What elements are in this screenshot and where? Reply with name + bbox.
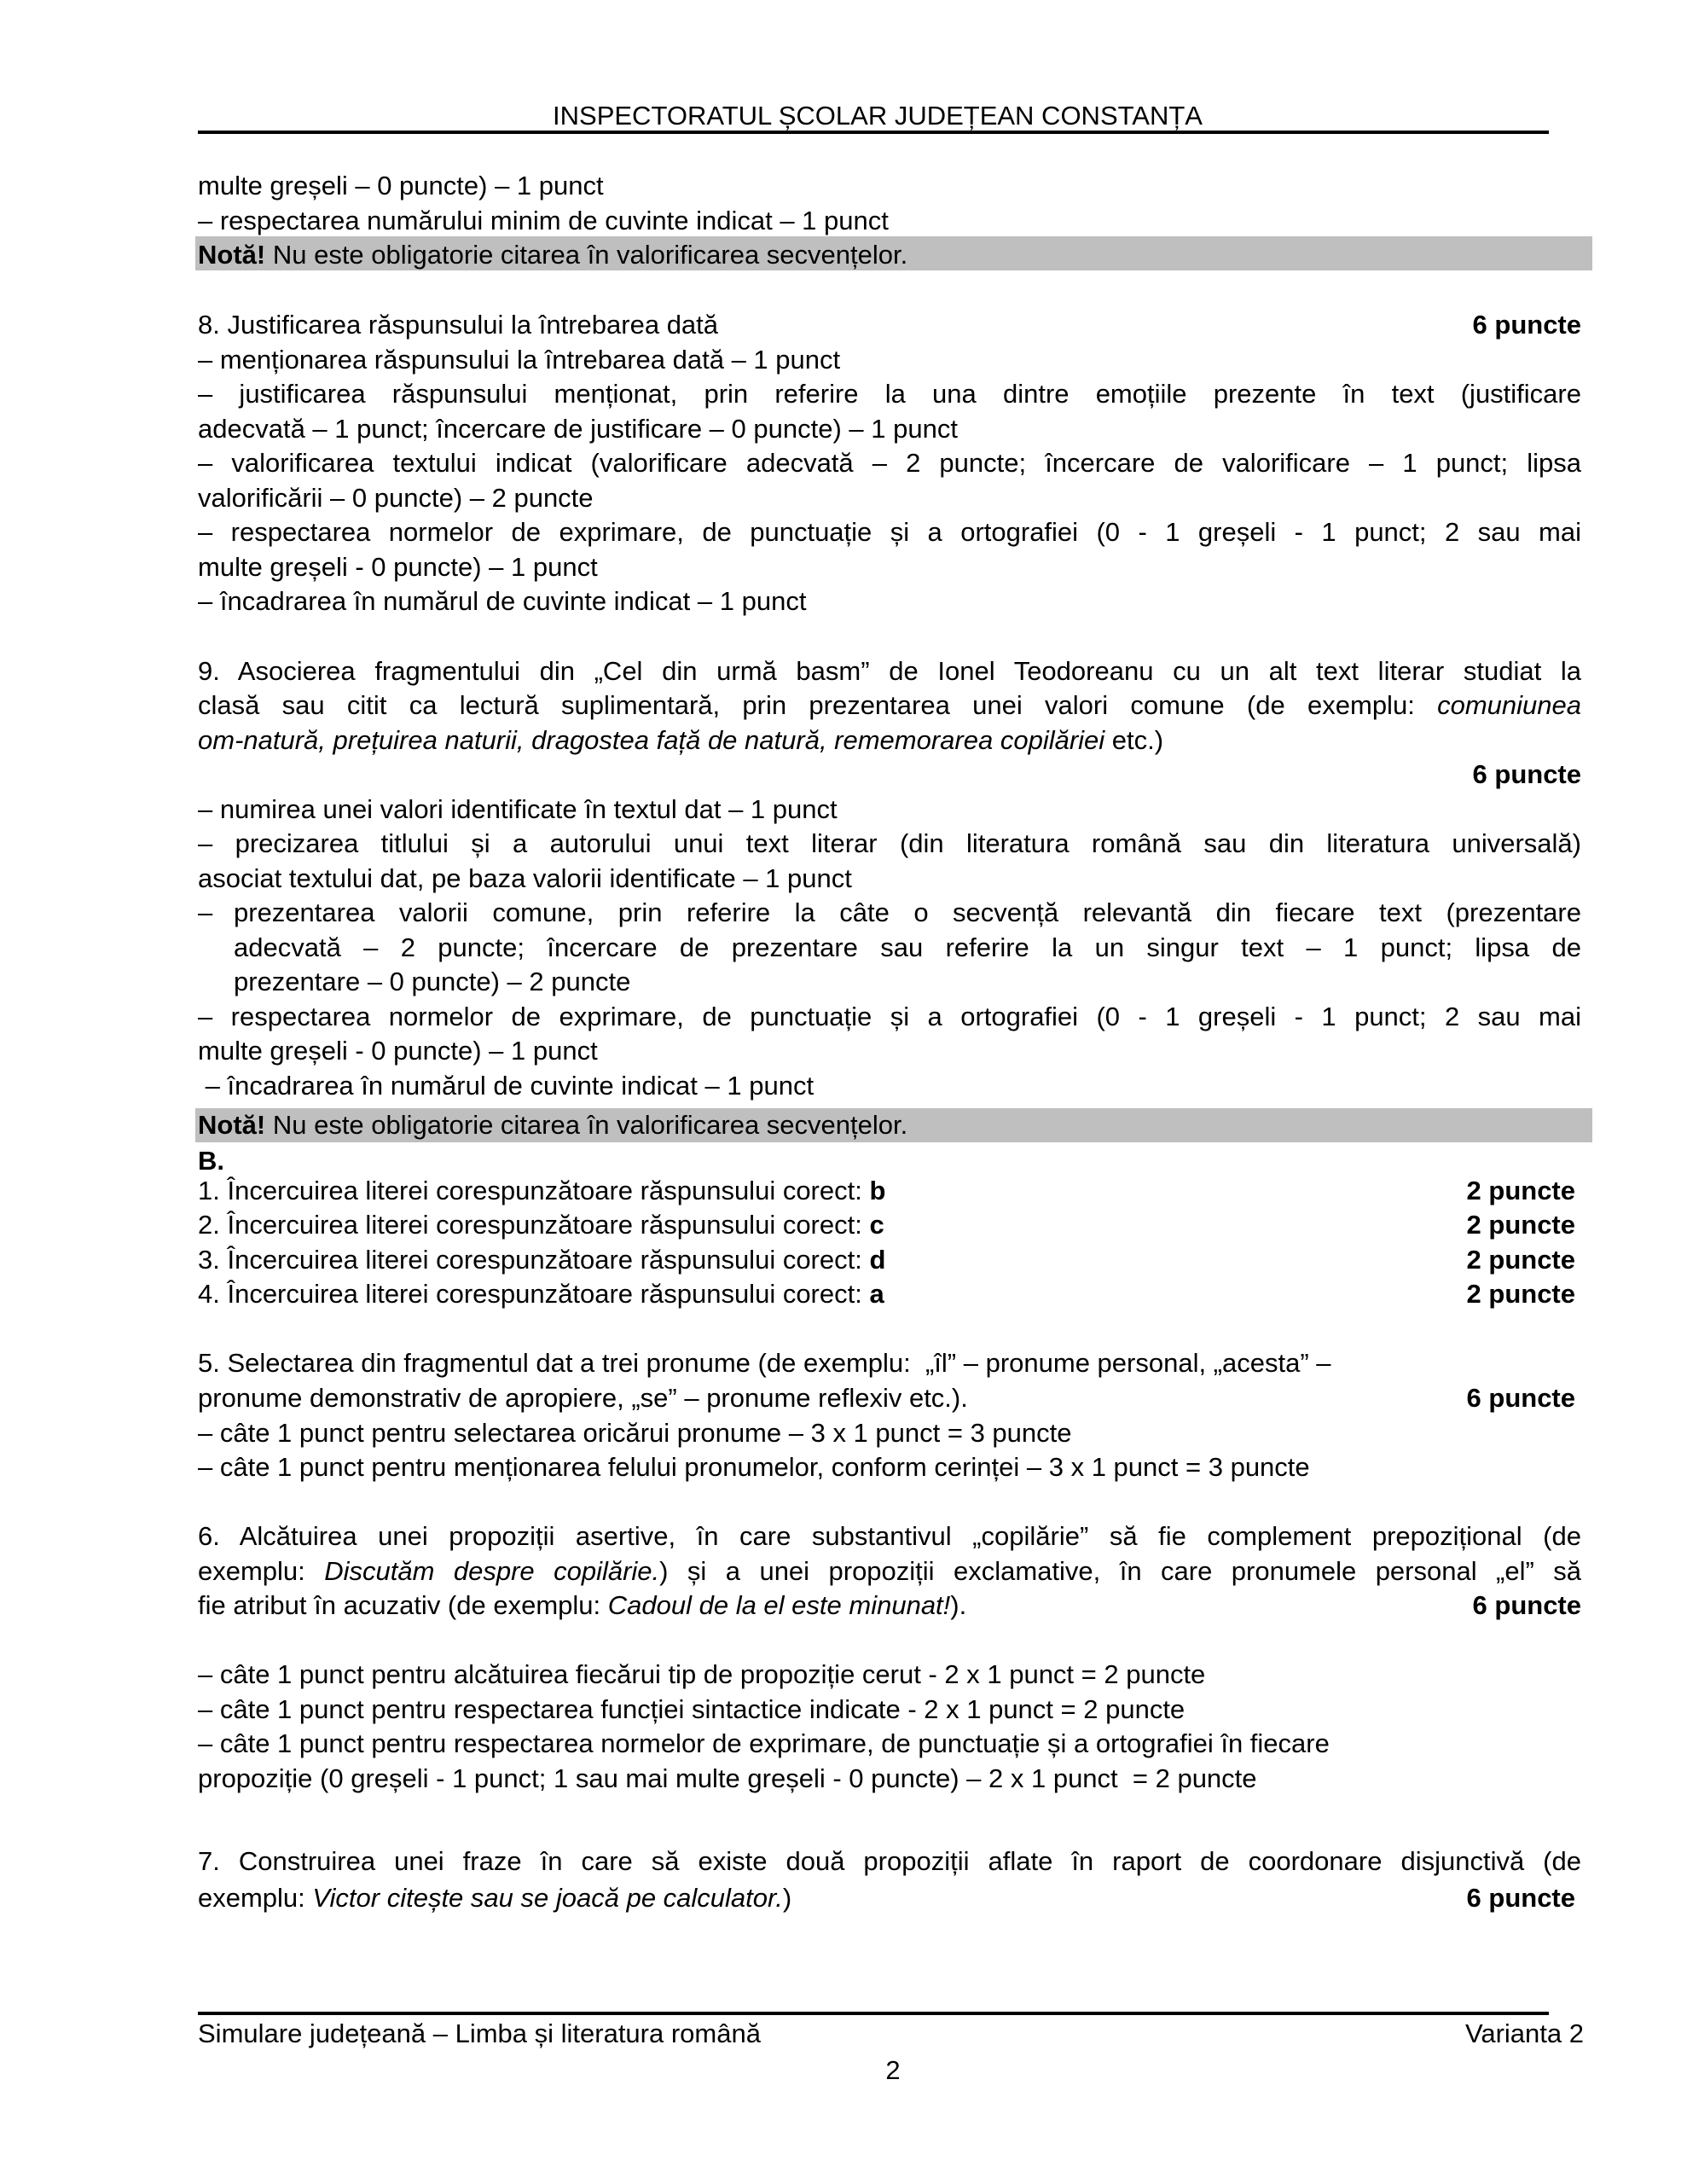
item-5-title: 5. Selectarea din fragmentul dat a trei pronume (de exemplu: „îl” – pronume personal, „acesta” –	[198, 1348, 1331, 1378]
item-5-title-cont: pronume demonstrativ de apropiere, „se” – pronume reflexiv etc.).	[198, 1383, 968, 1413]
item-6-points: 6 puncte	[1472, 1590, 1581, 1620]
footer-left: Simulare județeană – Limba și literatura română	[198, 2018, 761, 2048]
text-line: multe greșeli – 0 puncte) – 1 punct	[198, 171, 604, 200]
item-9-points: 6 puncte	[1472, 759, 1581, 789]
note-line	[198, 240, 1581, 270]
criterion-line: – încadrarea în numărul de cuvinte indicat – 1 punct	[198, 586, 807, 616]
note-label: Notă!	[198, 1110, 266, 1140]
note-text: Nu este obligatorie citarea în valorificarea secvențelor.	[265, 240, 908, 270]
mcq-answer: c	[869, 1210, 884, 1240]
item-5-points: 6 puncte	[1466, 1383, 1575, 1413]
criterion-line: – respectarea normelor de exprimare, de punctuație și a ortografiei (0 - 1 greșeli - 1 punct; 2 sau mai	[198, 1002, 1581, 1031]
item-7-title-cont	[198, 1883, 1581, 1914]
example-italic: om-natură, prețuirea naturii, dragostea față de natură, rememorarea copilăriei	[198, 725, 1105, 755]
mcq-row	[198, 1279, 1581, 1310]
mcq-points: 2 puncte	[1466, 1245, 1575, 1275]
criterion-line: – justificarea răspunsului menționat, prin referire la una dintre emoțiile prezente în text (justificare	[198, 379, 1581, 409]
criterion-line: – câte 1 punct pentru respectarea normelor de exprimare, de punctuație și a ortografiei în fiecare	[198, 1728, 1330, 1758]
mcq-text: 3. Încercuirea literei corespunzătoare răspunsului corect:	[198, 1245, 870, 1275]
mcq-text: 4. Încercuirea literei corespunzătoare răspunsului corect:	[198, 1279, 870, 1309]
text-span: fie atribut în acuzativ (de exemplu:	[198, 1590, 608, 1620]
item-7-points: 6 puncte	[1466, 1883, 1575, 1913]
criterion-line: – numirea unei valori identificate în textul dat – 1 punct	[198, 794, 838, 824]
mcq-row	[198, 1245, 1581, 1275]
text-span: etc.)	[1104, 725, 1164, 755]
mcq-row	[198, 1176, 1581, 1206]
criterion-line: – câte 1 punct pentru menționarea felului pronumelor, conform cerinței – 3 x 1 punct = 3 puncte	[198, 1452, 1310, 1482]
bullet-dash: –	[198, 897, 213, 927]
criterion-line: – câte 1 punct pentru selectarea oricărui pronume – 3 x 1 punct = 3 puncte	[198, 1418, 1072, 1448]
mcq-points: 2 puncte	[1466, 1210, 1575, 1240]
note-label: Notă!	[198, 240, 266, 270]
item-8-points: 6 puncte	[1472, 310, 1581, 340]
mcq-text: 2. Încercuirea literei corespunzătoare răspunsului corect:	[198, 1210, 870, 1240]
text-span: )	[782, 1883, 792, 1913]
note-line	[198, 1110, 1581, 1141]
mcq-text: 1. Încercuirea literei corespunzătoare răspunsului corect:	[198, 1176, 870, 1205]
mcq-answer: a	[869, 1279, 884, 1309]
item-8-title: 8. Justificarea răspunsului la întrebarea dată	[198, 310, 719, 340]
criterion-line: prezentarea valorii comune, prin referire la câte o secvență relevantă din fiecare text (prezentare	[234, 897, 1581, 927]
example-italic: Victor citește sau se joacă pe calculator.	[312, 1883, 783, 1913]
mcq-answer: b	[869, 1176, 886, 1205]
criterion-line: – precizarea titlului și a autorului unui text literar (din literatura română sau din literatura universală)	[198, 828, 1581, 858]
item-9-title-cont	[198, 725, 1581, 756]
text-line: – respectarea numărului minim de cuvinte indicat – 1 punct	[198, 206, 889, 235]
page-number: 2	[885, 2055, 901, 2085]
criterion-line: valorificării – 0 puncte) – 2 puncte	[198, 483, 594, 513]
example-italic: Cadoul de la el este minunat!	[607, 1590, 951, 1620]
footer-right: Varianta 2	[1464, 2018, 1584, 2048]
item-6-title: 6. Alcătuirea unei propoziții asertive, în care substantivul „copilărie” să fie complement prepozițional (de	[198, 1521, 1581, 1551]
criterion-line: – respectarea normelor de exprimare, de punctuație și a ortografiei (0 - 1 greșeli - 1 punct; 2 sau mai	[198, 517, 1581, 547]
section-b-heading: B.	[198, 1146, 224, 1176]
criterion-line: – încadrarea în numărul de cuvinte indicat – 1 punct	[198, 1071, 815, 1101]
text-span: clasă sau citit ca lectură suplimentară, prin prezentarea unei valori comune (de exemplu:	[198, 690, 1438, 720]
criterion-line: propoziție (0 greșeli - 1 punct; 1 sau mai multe greșeli - 0 puncte) – 2 x 1 punct = 2 puncte	[198, 1763, 1257, 1793]
example-italic: Discutăm despre copilărie.	[324, 1556, 660, 1586]
criterion-line: – menționarea răspunsului la întrebarea dată – 1 punct	[198, 345, 841, 375]
mcq-points: 2 puncte	[1466, 1279, 1575, 1309]
text-span: ) și a unei propoziții exclamative, în care pronumele personal „el” să	[659, 1556, 1582, 1586]
criterion-line: adecvată – 1 punct; încercare de justificare – 0 puncte) – 1 punct	[198, 414, 958, 444]
mcq-answer: d	[869, 1245, 886, 1275]
item-7-title: 7. Construirea unei fraze în care să existe două propoziții aflate în raport de coordonare disjunctivă (de	[198, 1846, 1581, 1876]
header-title: INSPECTORATUL ȘCOLAR JUDEȚEAN CONSTANȚA	[553, 101, 1203, 131]
criterion-line: multe greșeli - 0 puncte) – 1 punct	[198, 1036, 598, 1066]
text-span: ).	[950, 1590, 967, 1620]
criterion-line: prezentare – 0 puncte) – 2 puncte	[234, 967, 631, 996]
text-span: exemplu:	[198, 1556, 325, 1586]
example-italic: comuniunea	[1437, 690, 1581, 720]
item-9-title: 9. Asocierea fragmentului din „Cel din urmă basm” de Ionel Teodoreanu cu un alt text literar studiat la	[198, 656, 1581, 686]
item-6-title-cont	[198, 1556, 1581, 1587]
criterion-line: adecvată – 2 puncte; încercare de prezentare sau referire la un singur text – 1 punct; lipsa de	[234, 932, 1581, 962]
criterion-line: asociat textului dat, pe baza valorii identificate – 1 punct	[198, 863, 852, 893]
criterion-line: – câte 1 punct pentru respectarea funcției sintactice indicate - 2 x 1 punct = 2 puncte	[198, 1694, 1186, 1724]
footer-rule	[198, 2012, 1549, 2015]
note-text: Nu este obligatorie citarea în valorificarea secvențelor.	[265, 1110, 908, 1140]
item-6-title-cont	[198, 1590, 1581, 1621]
criterion-line: – valorificarea textului indicat (valorificare adecvată – 2 puncte; încercare de valorificare – 1 punct; lipsa	[198, 448, 1581, 478]
criterion-line: – câte 1 punct pentru alcătuirea fiecărui tip de propoziție cerut - 2 x 1 punct = 2 puncte	[198, 1659, 1206, 1689]
text-span: exemplu:	[198, 1883, 313, 1913]
criterion-line: multe greșeli - 0 puncte) – 1 punct	[198, 552, 598, 582]
item-9-title-cont	[198, 690, 1581, 721]
mcq-row	[198, 1210, 1581, 1240]
header-rule	[198, 131, 1549, 134]
mcq-points: 2 puncte	[1466, 1176, 1575, 1205]
